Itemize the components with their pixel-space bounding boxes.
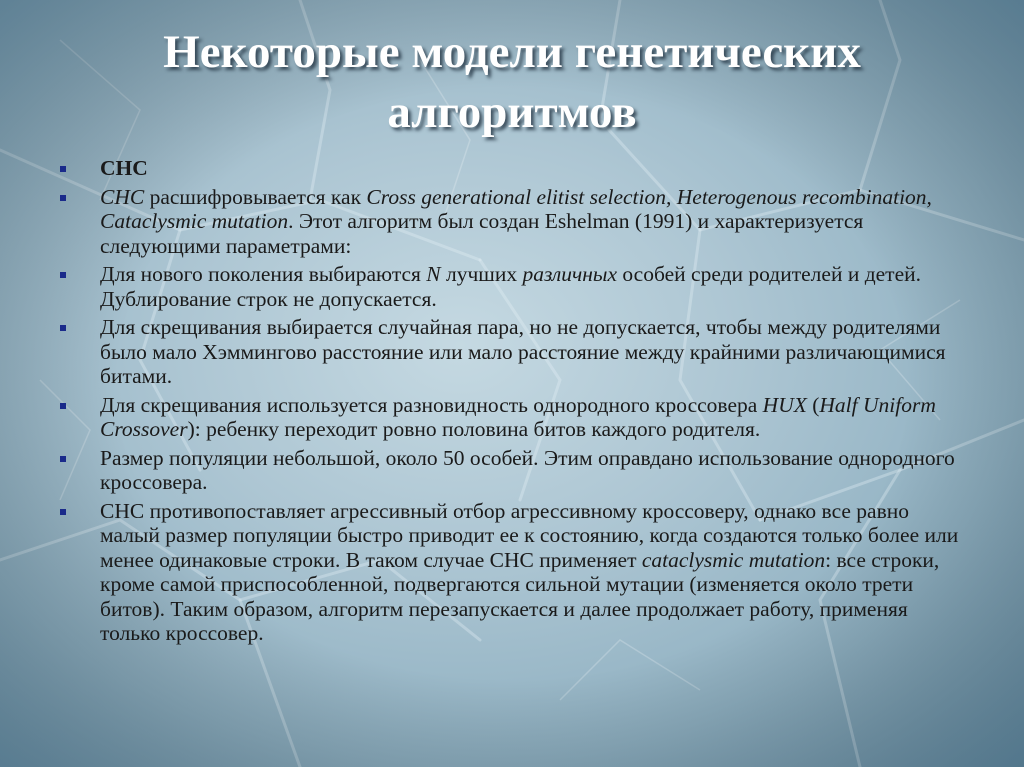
square-bullet-icon [60,195,66,201]
bullet-item [60,156,965,181]
bullet-text-run: расшифровывается как [144,184,367,209]
bullet-text-run: Half Uniform Crossover [100,392,936,441]
bullet-item [60,262,965,311]
bullet-text-run: Cross generational elitist selection, Heterogenous recombination, Cataclysmic mutation [100,184,932,233]
bullet-text-run: cataclysmic mutation [641,547,826,572]
bullet-text-run: HUX [762,392,807,417]
square-bullet-icon [60,509,66,515]
bullet-item [60,446,965,495]
bullet-text-run: лучших [440,262,523,286]
square-bullet-icon [60,456,66,462]
bullet-item [60,499,965,646]
bullet-item [60,393,965,442]
bullet-text-run: CHC противопоставляет агрессивный отбор агрессивному кроссоверу, однако все равно малый размер популяции быстро приводит ее к состоянию, когда создаются только более или менее одинаковые строки. В таком случае CHC применяет [100,498,959,572]
bullet-item [60,315,965,389]
bullet-text-run: ): ребенку переходит ровно половина битов каждого родителя. [187,417,761,441]
slide-title: Некоторые модели генетических алгоритмов [163,26,861,138]
square-bullet-icon [60,325,66,331]
square-bullet-icon [60,403,66,409]
bullet-text-run: ( [806,392,820,417]
bullet-text-run: CHC [100,184,145,209]
bullet-text-run: N [426,262,441,286]
bullet-text-run: . Этот алгоритм был создан Eshelman (1991) и характеризуется следующими параметрами: [100,209,864,258]
bullet-text-run: особей среди родителей и детей. Дублирование строк не допускается. [100,262,922,311]
bullet-text-run: CHC [100,156,148,180]
bullet-text-run: Для скрещивания используется разновидность однородного кроссовера [100,392,763,417]
bullet-text-run: Для нового поколения выбираются [100,262,427,286]
bullet-text-run: различных [522,262,617,286]
bullet-text-run: Размер популяции небольшой, около 50 особей. Этим оправдано использование однородного кроссовера. [100,445,955,494]
bullet-item [60,185,965,259]
bullet-list [60,156,965,650]
bullet-text-run: Для скрещивания выбирается случайная пара, но не допускается, чтобы между родителями было мало Хэммингово расстояние или мало расстояние между крайними различающимися битами. [100,315,946,388]
square-bullet-icon [60,272,66,278]
square-bullet-icon [60,166,66,172]
bullet-text-run: : все строки, кроме самой приспособленной, подвергаются сильной мутации (изменяется около трети битов). Таким образом, алгоритм перезапускается и далее продолжает работу, применяя только кроссовер. [100,547,940,645]
